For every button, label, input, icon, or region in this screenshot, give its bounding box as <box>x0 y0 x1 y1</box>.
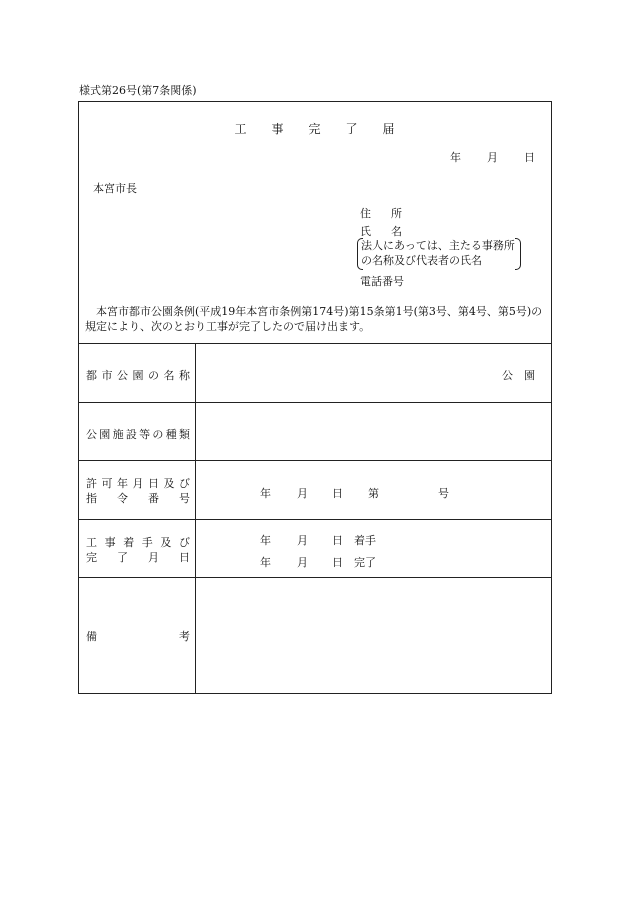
row-divider <box>79 460 551 461</box>
paren-right <box>515 238 521 270</box>
row-divider <box>79 577 551 578</box>
addressee: 本宮市長 <box>93 182 137 195</box>
corporate-note <box>361 238 515 268</box>
submission-date <box>450 149 535 165</box>
date-month: 月 <box>487 151 498 164</box>
park-name-suffix: 公 園 <box>502 369 535 382</box>
title-char: 届 <box>382 122 396 136</box>
name-label: 氏 名 <box>360 225 402 238</box>
construction-end-label: 完 了 月 日 <box>86 551 190 564</box>
permit-date-label: 許 可 年 月 日 及 び <box>86 477 190 490</box>
remarks-label: 備 考 <box>86 630 190 643</box>
start-year: 年 <box>260 534 271 547</box>
construction-start-label: 工 事 着 手 及 び <box>86 536 190 549</box>
end-year: 年 <box>260 556 271 569</box>
permit-month: 月 <box>297 487 308 500</box>
paren-left <box>357 238 363 270</box>
park-name-label: 都 市 公 園 の 名 称 <box>86 369 190 382</box>
corporate-note-line: 法人にあっては、主たる事務所 <box>361 239 515 252</box>
end-day: 日 <box>332 556 343 569</box>
permit-day: 日 <box>332 487 343 500</box>
form-frame <box>78 101 552 694</box>
start-day: 日 <box>332 534 343 547</box>
form-number: 様式第26号(第7条関係) <box>79 84 197 97</box>
end-month: 月 <box>297 556 308 569</box>
permit-number-label: 指 令 番 号 <box>86 492 190 505</box>
corporate-note-line: の名称及び代表者の氏名 <box>361 254 482 267</box>
row-divider <box>79 519 551 520</box>
date-year: 年 <box>450 151 461 164</box>
phone-label: 電話番号 <box>360 275 404 288</box>
permit-year: 年 <box>260 487 271 500</box>
permit-dai: 第 <box>368 487 379 500</box>
title-char: 完 <box>308 122 322 136</box>
facility-type-label: 公 園 施 設 等 の 種 類 <box>86 428 190 441</box>
permit-go: 号 <box>438 487 449 500</box>
row-divider <box>79 402 551 403</box>
title-char: 了 <box>345 122 359 136</box>
start-text: 着手 <box>354 534 376 547</box>
title-char: 事 <box>271 122 285 136</box>
address-label: 住 所 <box>360 207 402 220</box>
start-month: 月 <box>297 534 308 547</box>
date-day: 日 <box>524 151 535 164</box>
end-text: 完了 <box>354 556 376 569</box>
row-divider <box>79 343 551 344</box>
form-title <box>79 120 551 137</box>
column-divider <box>195 343 196 694</box>
declaration-text: 本宮市都市公園条例(平成19年本宮市条例第174号)第15条第1号(第3号、第4号、第5号)の規定により、次のとおり工事が完了したので届け出ます。 <box>85 305 543 333</box>
title-char: 工 <box>234 122 248 136</box>
